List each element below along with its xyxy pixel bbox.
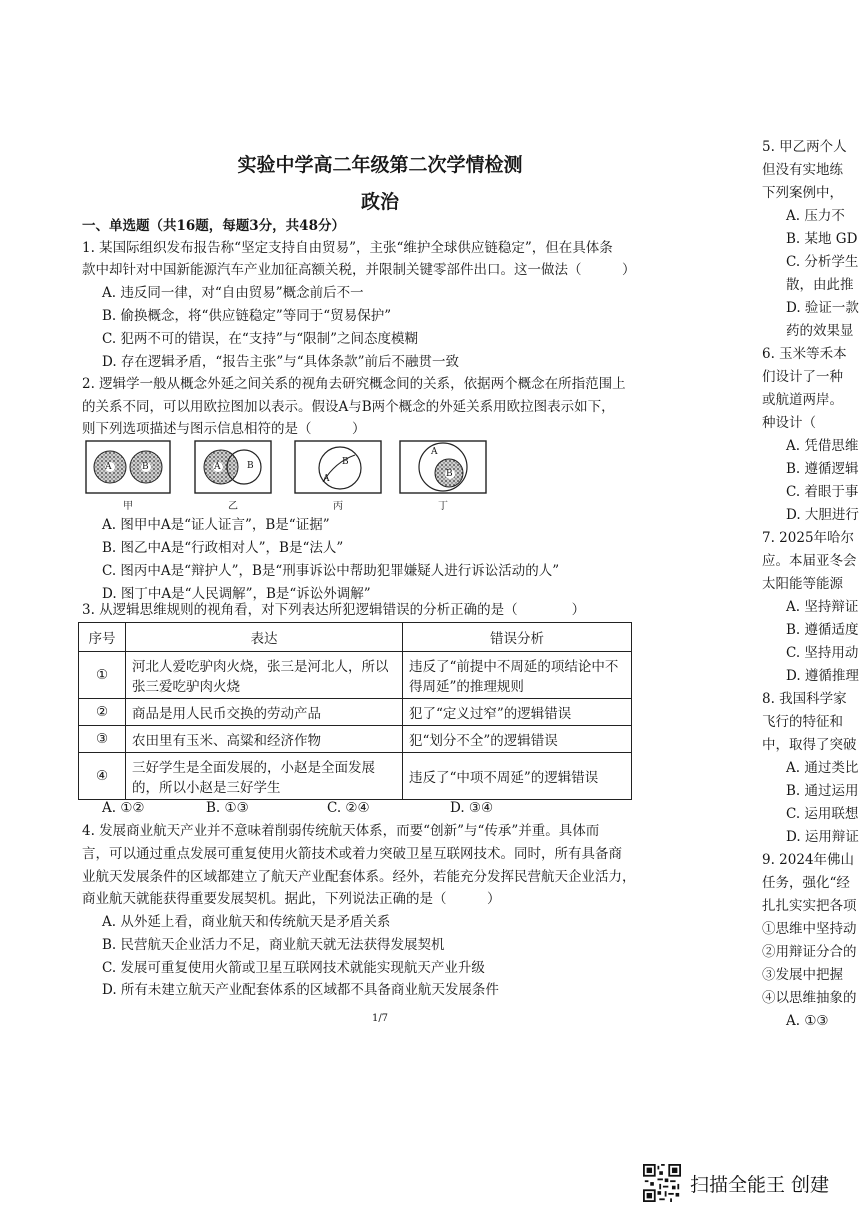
right-line: 8. 我国科学家 [762,691,847,707]
section-heading: 一、单选题（共16题，每题3分，共48分） [82,218,345,234]
diagram-ding [400,441,486,493]
row-expression: 三好学生是全面发展的，小赵是全面发展 的，所以小赵是三好学生 [126,753,403,800]
q4-option-a: A. 从外延上看，商业航天和传统航天是矛盾关系 [102,914,391,930]
diagram-caption-jia: 甲 [123,501,133,512]
right-line: 应。本届亚冬会 [762,553,857,569]
q2-option-a: A. 图甲中A是“证人证言”，B是“证据” [102,517,330,533]
right-line: ①思维中坚持动 [762,921,857,937]
diagram-bing-a: A [323,474,330,484]
right-line: 但没有实地练 [762,162,843,178]
table-header: 序号 [79,623,126,652]
scanner-watermark [643,1164,853,1204]
right-line: D. 运用辩证 [786,829,859,845]
row-number: ④ [79,753,126,800]
euler-diagrams [85,440,505,510]
table-header: 错误分析 [403,623,632,652]
right-line: A. 压力不 [786,208,845,224]
diagram-bing-b: B [342,457,349,467]
row-analysis: 违反了“中项不周延”的逻辑错误 [403,753,632,800]
right-line: D. 大胆进行 [786,507,859,523]
q1-option-d: D. 存在逻辑矛盾，“报告主张”与“具体条款”前后不融贯一致 [102,354,460,370]
right-line: 5. 甲乙两个人 [762,139,847,155]
diagram-jia-b: B [142,462,149,472]
right-line: ③发展中把握 [762,967,843,983]
right-line: 种设计（ [762,415,816,431]
row-analysis: 犯了“定义过窄”的逻辑错误 [403,699,632,726]
right-line: C. 着眼于事 [786,484,859,500]
diagram-caption-yi: 乙 [228,501,238,512]
right-line: 药的效果显 [786,323,854,339]
q1-option-c: C. 犯两不可的错误，在“支持”与“限制”之间态度模糊 [102,331,419,347]
q4-option-c: C. 发展可重复使用火箭或卫星互联网技术就能实现航天产业升级 [102,960,485,976]
diagram-yi [195,441,271,493]
diagram-caption-bing: 丙 [333,501,343,512]
row-number: ③ [79,726,126,753]
right-line: B. 某地 GD [786,231,858,247]
page-number: 1/7 [371,1013,389,1024]
right-line: 飞行的特征和 [762,714,843,730]
table-row [79,699,632,726]
right-line: 6. 玉米等禾本 [762,346,847,362]
diagram-jia-a: A [105,462,112,472]
subject-title: 政治 [360,191,399,213]
q1-stem-line: 1. 某国际组织发布报告称“坚定支持自由贸易”，主张“维护全球供应链稳定”，但在具体条 [82,240,613,256]
right-line: 们设计了一种 [762,369,843,385]
exam-title: 实验中学高二年级第二次学情检测 [237,154,523,176]
row-expression: 河北人爱吃驴肉火烧，张三是河北人，所以 张三爱吃驴肉火烧 [126,652,403,699]
row-analysis: 犯“划分不全”的逻辑错误 [403,726,632,753]
qr-code-icon [643,1164,681,1202]
q4-stem-line: 业航天发展条件的区域都建立了航天产业配套体系。经外，若能充分发挥民营航天企业活力， [82,869,636,885]
right-line: C. 分析学生 [786,254,859,270]
right-line: C. 运用联想 [786,806,859,822]
row-expression: 农田里有玉米、高粱和经济作物 [126,726,403,753]
right-line: A. 通过类比 [786,760,859,776]
right-line: B. 遵循逻辑 [786,461,859,477]
right-line: 9. 2024年佛山 [762,852,855,868]
error-analysis-table [78,622,632,800]
q1-option-b: B. 偷换概念，将“供应链稳定”等同于“贸易保护” [102,308,392,324]
diagram-ding-a: A [431,447,438,457]
q4-option-d: D. 所有未建立航天产业配套体系的区域都不具备商业航天发展条件 [102,982,499,998]
table-row [79,753,632,800]
q3-stem: 3. 从逻辑思维规则的视角看，对下列表达所犯逻辑错误的分析正确的是（ ） [82,602,586,618]
next-page-column [750,0,860,1217]
right-line: 中，取得了突破 [762,737,857,753]
q3-option-d: D. ③④ [450,800,494,816]
q3-option-b: B. ①③ [206,800,249,816]
right-line: 任务，强化“经 [762,875,850,891]
row-expression: 商品是用人民币交换的劳动产品 [126,699,403,726]
q3-option-c: C. ②④ [327,800,370,816]
table-row [79,652,632,699]
diagram-jia [86,441,170,493]
diagram-caption-ding: 丁 [438,501,448,512]
right-line: 太阳能等能源 [762,576,843,592]
table-header-row [79,623,632,652]
diagram-yi-b: B [247,461,254,471]
right-line: D. 验证一款 [786,300,859,316]
q2-option-c: C. 图丙中A是“辩护人”，B是“刑事诉讼中帮助犯罪嫌疑人进行诉讼活动的人” [102,563,560,579]
row-number: ① [79,652,126,699]
diagram-yi-a: A [214,462,221,472]
right-line: D. 遵循推理 [786,668,859,684]
diagram-ding-b: B [446,469,453,479]
q4-stem-line: 4. 发展商业航天产业并不意味着削弱传统航天体系，而要“创新”与“传承”并重。具体而 [82,823,600,839]
table-row [79,726,632,753]
right-line: A. 坚持辩证 [786,599,859,615]
right-line: A. 凭借思维 [786,438,859,454]
right-line: 7. 2025年哈尔 [762,530,855,546]
q2-option-d: D. 图丁中A是“人民调解”，B是“诉讼外调解” [102,586,371,602]
q1-stem-line: 款中却针对中国新能源汽车产业加征高额关税，并限制关键零部件出口。这一做法（ ） [82,262,636,278]
q4-stem-line: 言，可以通过重点发展可重复使用火箭技术或着力突破卫星互联网技术。同时，所有具备商 [82,846,622,862]
right-line: 扎扎实实把各项 [762,898,857,914]
right-line: 或航道两岸。 [762,392,843,408]
q2-stem-line: 的关系不同，可以用欧拉图加以表示。假设A与B两个概念的外延关系用欧拉图表示如下， [82,399,615,415]
table-header: 表达 [126,623,403,652]
right-line: 散，由此推 [786,277,854,293]
q2-stem-line: 2. 逻辑学一般从概念外延之间关系的视角去研究概念间的关系，依据两个概念在所指范围上 [82,376,626,392]
q4-option-b: B. 民营航天企业活力不足，商业航天就无法获得发展契机 [102,937,445,953]
q2-option-b: B. 图乙中A是“行政相对人”，B是“法人” [102,540,344,556]
right-line: ②用辩证分合的 [762,944,857,960]
right-line: A. ①③ [786,1013,829,1029]
right-line: B. 遵循适度 [786,622,859,638]
watermark-text: 扫描全能王 创建 [690,1174,830,1196]
diagram-bing [295,441,381,493]
right-line: B. 通过运用 [786,783,859,799]
right-line: 下列案例中， [762,185,843,201]
q4-stem-line: 商业航天就能获得重要发展契机。据此，下列说法正确的是（ ） [82,891,501,907]
q3-option-a: A. ①② [102,800,145,816]
row-analysis: 违反了“前提中不周延的项结论中不 得周延”的推理规则 [403,652,632,699]
q1-option-a: A. 违反同一律，对“自由贸易”概念前后不一 [102,285,364,301]
row-number: ② [79,699,126,726]
right-line: C. 坚持用动 [786,645,859,661]
q2-stem-line: 则下列选项描述与图示信息相符的是（ ） [82,421,366,437]
right-line: ④以思维抽象的 [762,990,857,1006]
